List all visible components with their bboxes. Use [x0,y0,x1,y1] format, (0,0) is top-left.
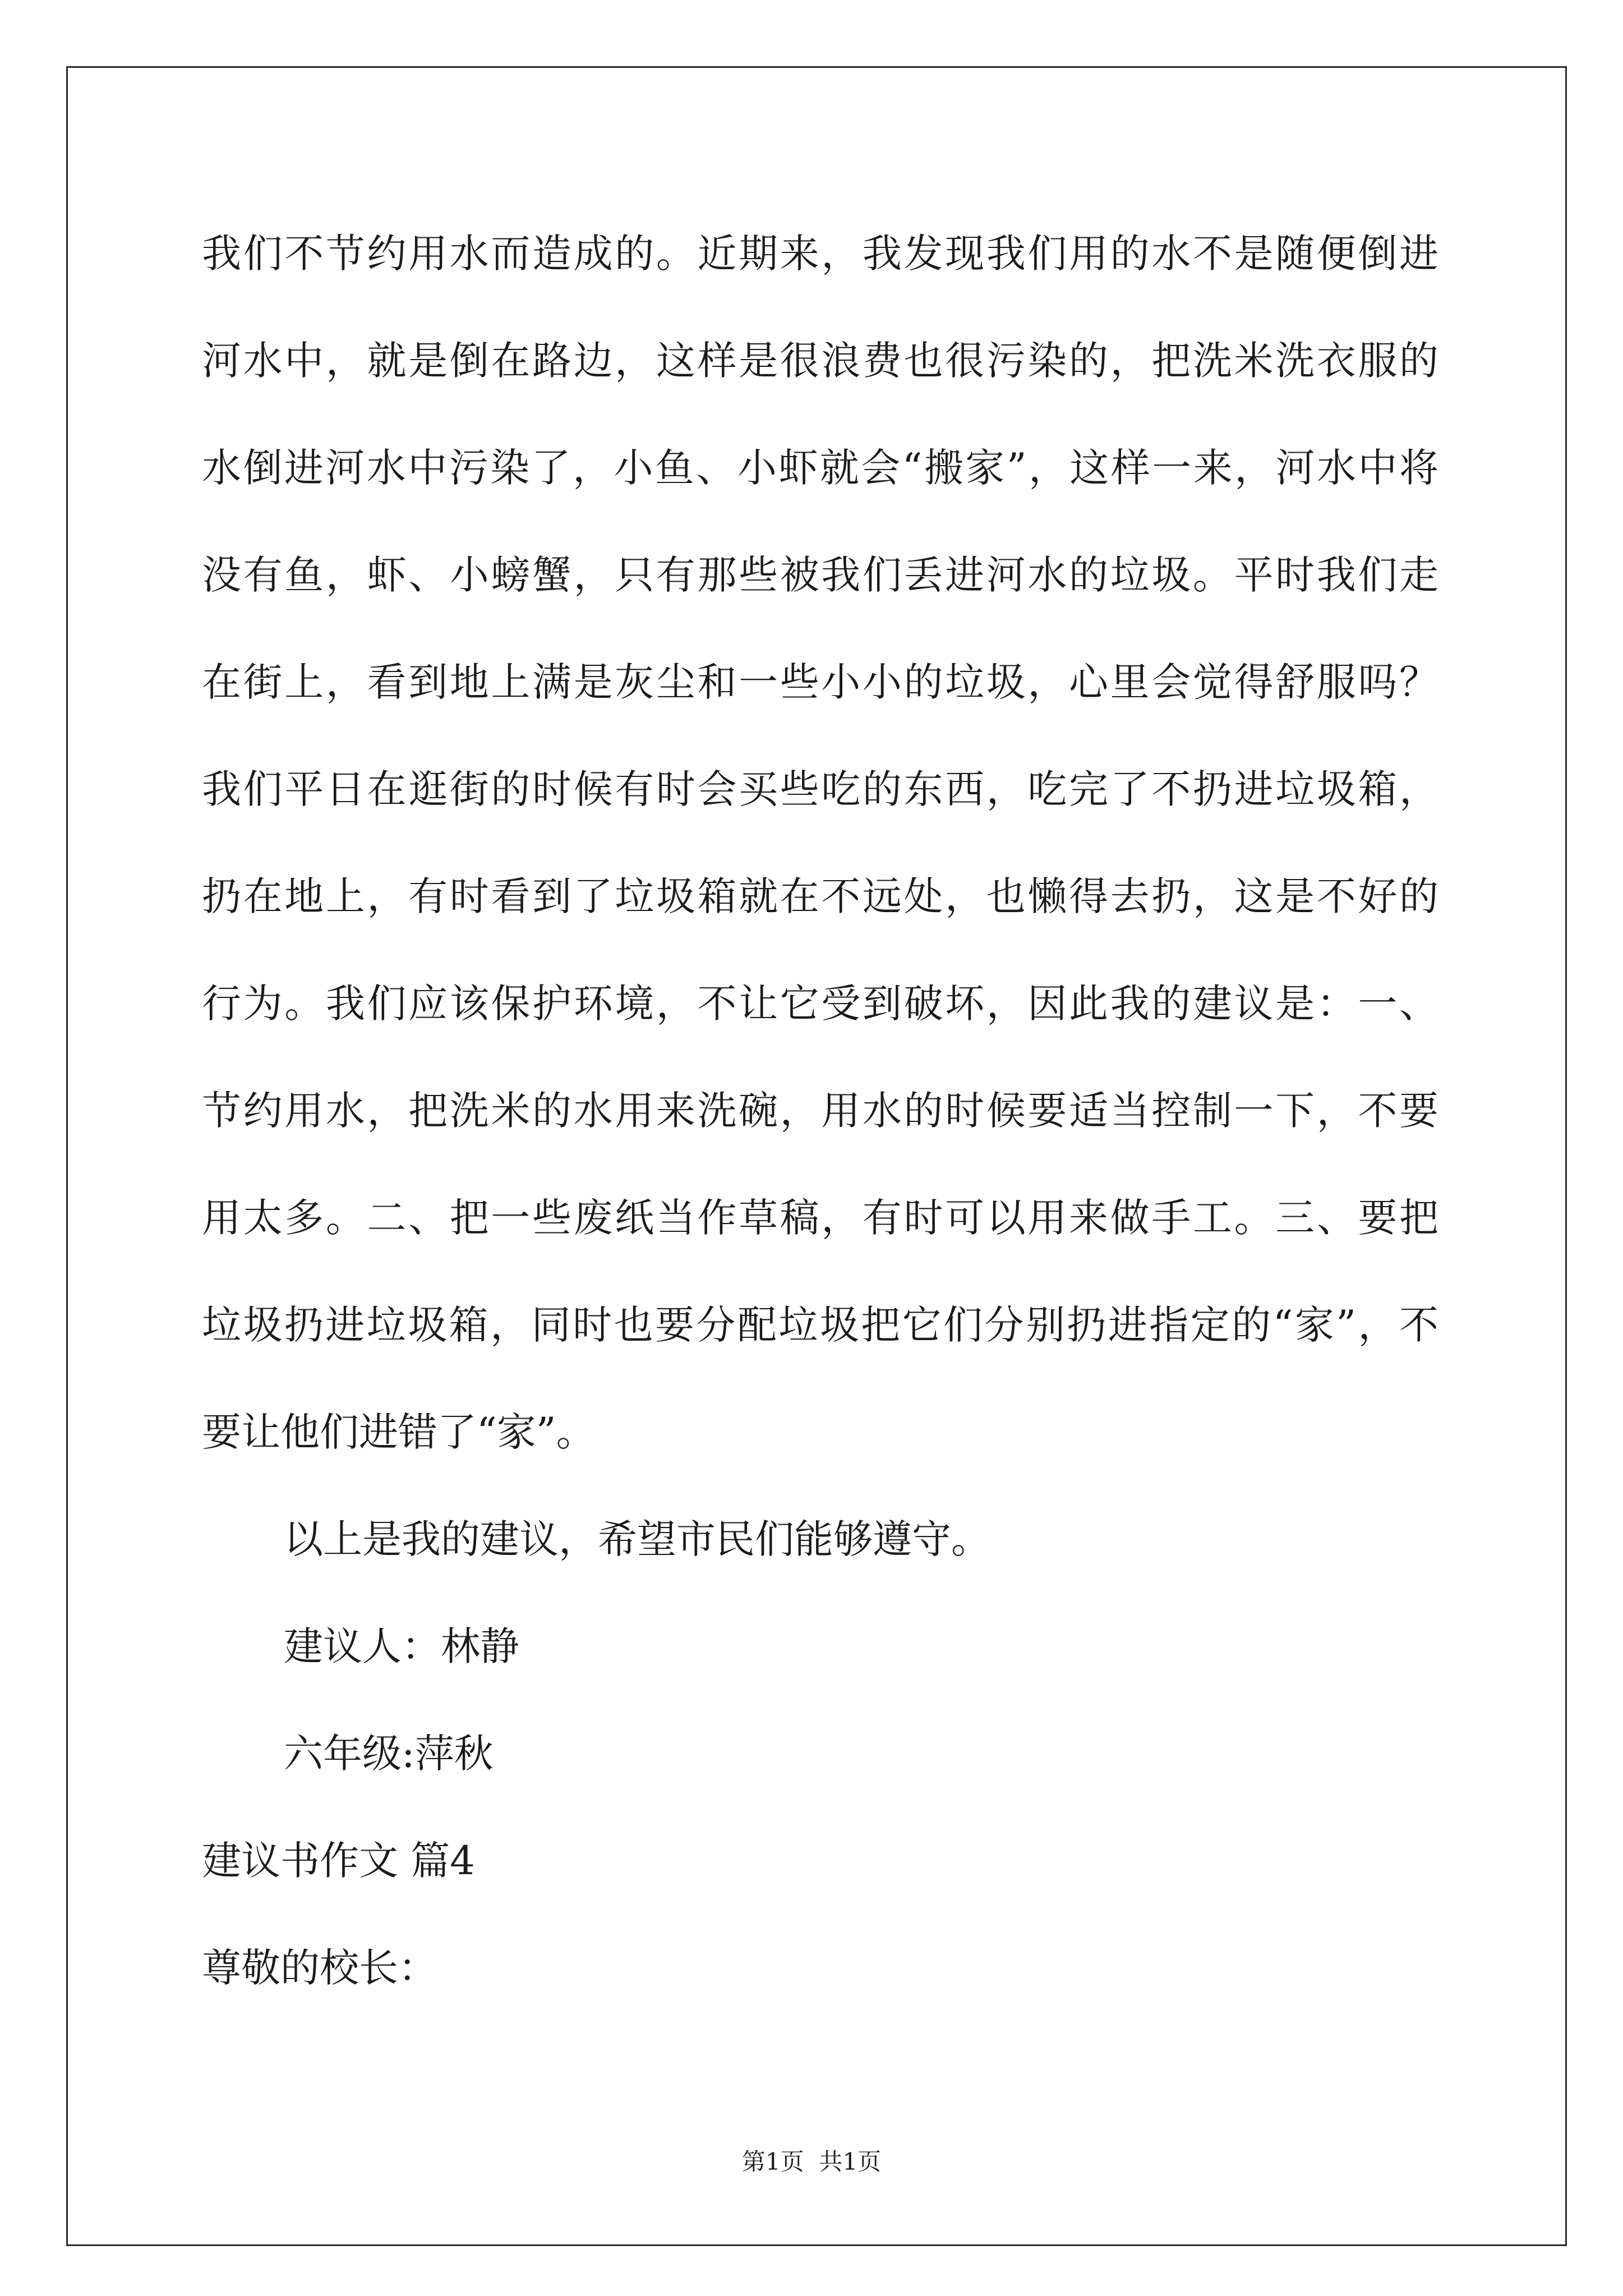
document-body [202,200,1438,2022]
body-line: 垃圾扔进垃圾箱，同时也要分配垃圾把它们分别扔进指定的“家”，不 [202,1302,1438,1348]
closing-sentence: 以上是我的建议，希望市民们能够遵守。 [284,1516,990,1562]
body-line: 我们平日在逛街的时候有时会买些吃的东西，吃完了不扔进垃圾箱， [202,766,1438,812]
body-line: 用太多。二、把一些废纸当作草稿，有时可以用来做手工。三、要把 [202,1195,1438,1241]
section-heading: 建议书作文 篇4 [202,1838,475,1884]
body-line: 扔在地上，有时看到了垃圾箱就在不远处，也懒得去扔，这是不好的 [202,873,1438,919]
body-line: 河水中，就是倒在路边，这样是很浪费也很污染的，把洗米洗衣服的 [202,338,1438,384]
body-line: 在街上，看到地上满是灰尘和一些小小的垃圾，心里会觉得舒服吗？ [202,659,1438,705]
body-line: 我们不节约用水而造成的。近期来，我发现我们用的水不是随便倒进 [202,231,1438,277]
salutation: 尊敬的校长： [202,1945,437,1991]
body-line: 水倒进河水中污染了，小鱼、小虾就会“搬家”，这样一来，河水中将 [202,445,1438,491]
class-line: 六年级:萍秋 [284,1731,494,1777]
body-line: 没有鱼，虾、小螃蟹，只有那些被我们丢进河水的垃圾。平时我们走 [202,552,1438,598]
body-line-last: 要让他们进错了“家”。 [202,1409,596,1455]
page-footer: 第1页 共1页 [741,2148,882,2175]
body-line: 行为。我们应该保护环境，不让它受到破坏，因此我的建议是：一、 [202,981,1438,1027]
body-line: 节约用水，把洗米的水用来洗碗，用水的时候要适当控制一下，不要 [202,1088,1438,1134]
signature-line: 建议人：林静 [284,1623,519,1669]
